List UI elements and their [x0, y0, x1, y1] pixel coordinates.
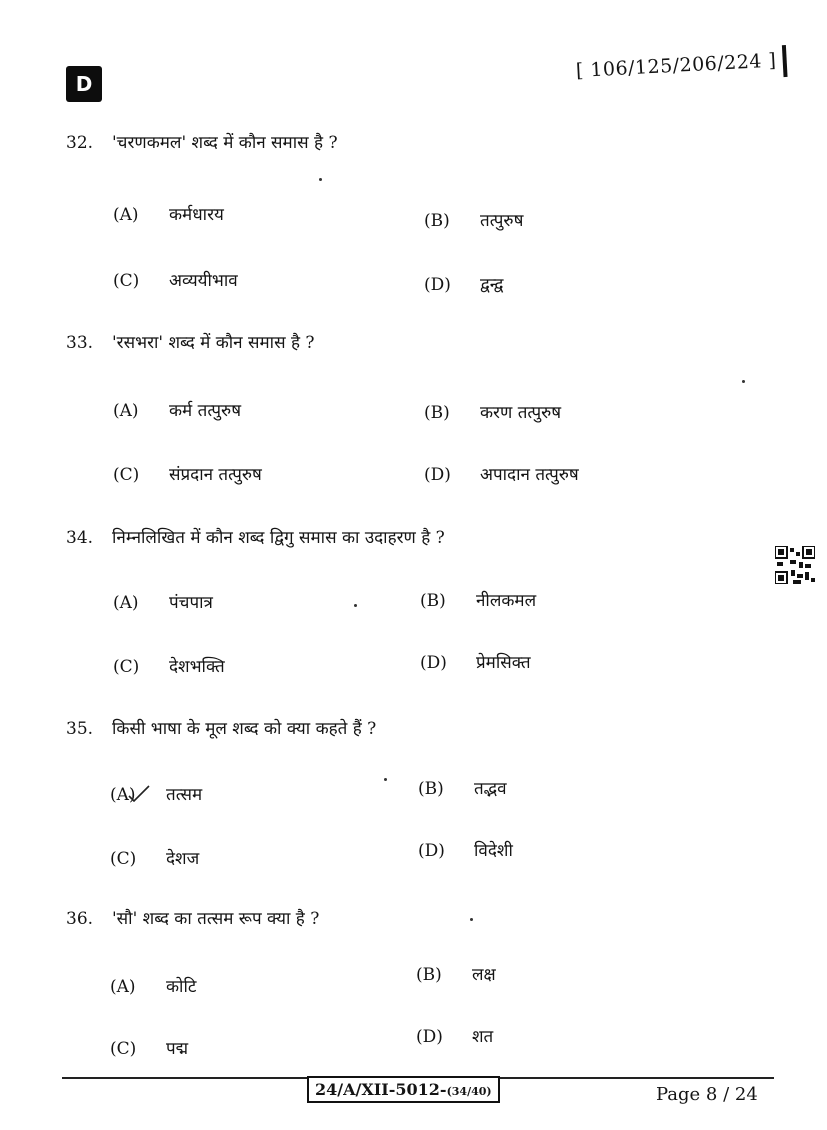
option-label: (C) [110, 849, 137, 869]
option-label: (C) [113, 271, 140, 291]
option-label: (B) [424, 403, 450, 423]
option-text: पंचपात्र [169, 593, 213, 613]
option-text: संप्रदान तत्पुरुष [169, 465, 262, 485]
option-label: (D) [416, 1027, 443, 1047]
set-badge: D [66, 66, 102, 102]
question-text: 'सौ' शब्द का तत्सम रूप क्या है ? [112, 909, 320, 929]
scan-speck [354, 604, 357, 607]
option-label: (D) [418, 841, 445, 861]
option-33-b [424, 400, 561, 423]
page-number: Page 8 / 24 [656, 1084, 758, 1105]
option-label: (B) [420, 591, 446, 611]
option-label: (C) [110, 1039, 137, 1059]
question-text: 'रसभरा' शब्द में कौन समास है ? [112, 333, 315, 353]
option-text: तद्भव [474, 779, 507, 799]
option-label: (A) [110, 785, 136, 805]
question-33 [66, 330, 315, 353]
option-text: देशभक्ति [169, 657, 225, 677]
question-number: 33. [66, 333, 94, 353]
option-label: (C) [113, 657, 140, 677]
option-35-c [110, 846, 199, 869]
option-33-c [113, 462, 262, 485]
option-text: शत [472, 1027, 494, 1047]
paper-code-bar [782, 45, 788, 77]
option-label: (C) [113, 465, 140, 485]
option-34-d [420, 650, 531, 673]
option-text: तत्पुरुष [480, 211, 524, 231]
question-number: 35. [66, 719, 94, 739]
scan-speck [384, 778, 387, 781]
option-36-a [110, 974, 196, 997]
option-text: तत्सम [166, 785, 203, 805]
option-text: लक्ष [472, 965, 496, 985]
option-35-b [418, 776, 507, 799]
qr-code-icon [775, 546, 815, 584]
option-text: प्रेमसिक्त [476, 653, 531, 673]
option-text: अव्ययीभाव [169, 271, 238, 291]
option-32-b [424, 208, 523, 231]
booklet-code-text: 24/A/XII-5012- [315, 1080, 447, 1099]
booklet-code [307, 1076, 500, 1103]
option-text: कोटि [166, 977, 197, 997]
option-text: कर्म तत्पुरुष [169, 401, 242, 421]
option-33-d [424, 462, 579, 485]
option-text: अपादान तत्पुरुष [480, 465, 579, 485]
option-36-b [416, 962, 496, 985]
option-35-d [418, 838, 513, 861]
paper-code-text: [ 106/125/206/224 ] [575, 49, 777, 82]
tick-mark-icon [128, 784, 150, 802]
option-label: (D) [424, 275, 451, 295]
option-label: (B) [424, 211, 450, 231]
paper-code [575, 45, 787, 88]
option-text: नीलकमल [476, 591, 537, 611]
question-number: 36. [66, 909, 94, 929]
option-label: (B) [418, 779, 444, 799]
option-text: विदेशी [474, 841, 513, 861]
option-34-b [420, 588, 536, 611]
option-34-c [113, 654, 225, 677]
booklet-code-sub: (34/40) [446, 1085, 492, 1098]
option-label: (D) [420, 653, 447, 673]
question-32 [66, 130, 338, 153]
option-text: देशज [166, 849, 200, 869]
question-text: किसी भाषा के मूल शब्द को क्या कहते हैं ? [112, 719, 377, 739]
question-text: 'चरणकमल' शब्द में कौन समास है ? [112, 133, 338, 153]
question-number: 32. [66, 133, 94, 153]
option-36-c [110, 1036, 188, 1059]
option-label: (D) [424, 465, 451, 485]
option-label: (A) [113, 205, 139, 225]
question-35 [66, 716, 376, 739]
option-32-d [424, 272, 503, 295]
option-text: कर्मधारय [169, 205, 224, 225]
option-32-c [113, 268, 238, 291]
scan-speck [319, 178, 322, 181]
scan-speck [470, 918, 473, 921]
option-34-a [113, 590, 213, 613]
option-33-a [113, 398, 241, 421]
question-text: निम्नलिखित में कौन शब्द द्विगु समास का उदाहरण है ? [112, 528, 445, 548]
question-36 [66, 906, 319, 929]
question-number: 34. [66, 528, 94, 548]
option-text: द्वन्द्व [480, 275, 504, 295]
option-label: (A) [113, 593, 139, 613]
option-35-a [110, 782, 202, 805]
option-32-a [113, 202, 224, 225]
question-34 [66, 525, 445, 548]
option-text: करण तत्पुरुष [480, 403, 562, 423]
option-36-d [416, 1024, 493, 1047]
option-text: पद्म [166, 1039, 189, 1059]
option-label: (A) [113, 401, 139, 421]
option-label: (B) [416, 965, 442, 985]
scan-speck [742, 380, 745, 383]
option-label: (A) [110, 977, 136, 997]
